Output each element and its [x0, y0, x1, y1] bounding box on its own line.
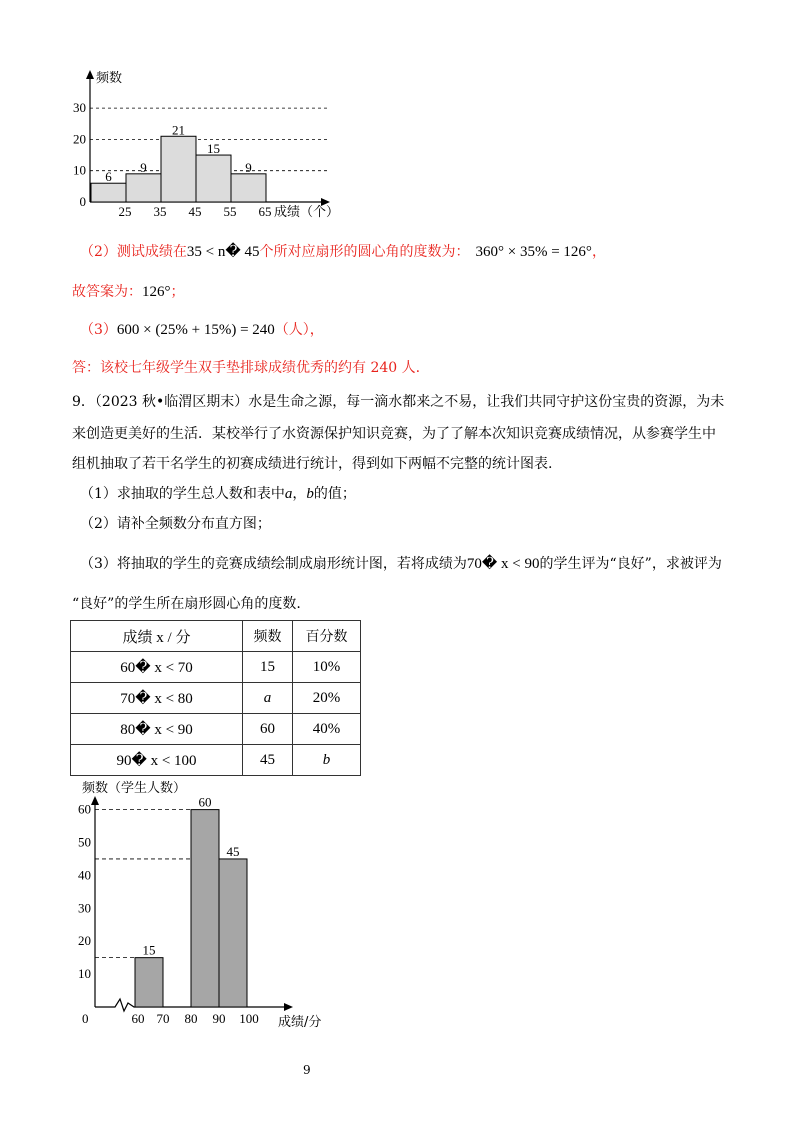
q3-condition: 70� x < 90 [466, 556, 540, 572]
y-axis-arrow [91, 796, 99, 805]
bar-value-label: 6 [105, 169, 112, 185]
part2-formula: 360° × 35% = 126° [475, 244, 592, 260]
q3-end: 的学生评为“良好”，求被评为 [539, 556, 722, 572]
frequency-table [70, 620, 361, 776]
x-tick-label: 65 [258, 204, 272, 219]
table-cell: a [243, 683, 293, 714]
bar [135, 958, 163, 1007]
student-score-histogram [60, 775, 380, 1040]
table-header: 成绩 x / 分 [71, 621, 243, 652]
table-cell: 70� x < 80 [71, 683, 243, 714]
y-axis-label: 频数 [96, 71, 123, 86]
x-tick-label: 45 [188, 204, 202, 219]
table-cell: 80� x < 90 [71, 714, 243, 745]
answer-prefix: 故答案为： [72, 284, 142, 300]
solution-part3 [80, 320, 324, 340]
part2-prefix: （2）测试成绩在 [80, 244, 187, 260]
bar [161, 136, 196, 202]
final-answer: 答：该校七年级学生双手垫排球成绩优秀的约有 240 人. [72, 360, 421, 376]
problem-line-2: 来创造更美好的生活．某校举行了水资源保护知识竞赛，为了了解本次知识竞赛成绩情况，从参赛学生中 [72, 426, 716, 442]
x-axis-label: 成绩/分 [278, 1015, 322, 1030]
problem-line-3: 组机抽取了若干名学生的初赛成绩进行统计，得到如下两幅不完整的统计图表. [72, 456, 553, 472]
bar-value-label: 9 [140, 159, 147, 175]
table-cell: 15 [243, 652, 293, 683]
bar-value-label: 15 [207, 141, 220, 157]
problem-line-1: 9．（2023 秋•临渭区期末）水是生命之源，每一滴水都来之不易，让我们共同守护这份宝贵的资源，为未 [72, 394, 725, 410]
bar [219, 859, 247, 1007]
question-3 [80, 554, 722, 574]
bar-value-label: 15 [142, 942, 156, 958]
q1-end: 的值； [313, 486, 356, 502]
score-histogram-chart [60, 60, 380, 230]
table-cell: 20% [293, 683, 361, 714]
q1-sep: ， [292, 486, 307, 502]
x-axis-label: 成绩（个） [274, 205, 340, 220]
y-tick-label: 10 [73, 162, 86, 178]
table-header-row [71, 621, 361, 652]
x-tick-label: 55 [223, 204, 237, 219]
question-3-line2: “良好”的学生所在扇形圆心角的度数. [72, 596, 301, 612]
solution-part2 [80, 242, 606, 262]
bar-value-label: 45 [226, 843, 240, 859]
bar-value-label: 60 [198, 794, 212, 810]
y-tick-label: 50 [78, 834, 91, 850]
x-tick-label: 80 [184, 1011, 198, 1026]
q1-var-a: a [284, 486, 293, 502]
x-tick-label: 35 [153, 204, 167, 219]
y-tick-label: 30 [73, 100, 86, 116]
part3-prefix: （3） [80, 322, 117, 338]
table-header: 百分数 [293, 621, 361, 652]
y-tick-label: 30 [78, 900, 91, 916]
bar [126, 174, 161, 202]
table-row [71, 745, 361, 776]
bar-value-label: 21 [172, 122, 185, 138]
table-cell: 60 [243, 714, 293, 745]
y-tick-label: 0 [79, 194, 86, 209]
table-cell: 45 [243, 745, 293, 776]
x-tick-label: 25 [118, 204, 132, 219]
y-tick-label: 20 [73, 131, 86, 147]
x-tick-label: 100 [239, 1011, 259, 1026]
table-row [71, 652, 361, 683]
table-row [71, 683, 361, 714]
y-axis-arrow [86, 70, 94, 79]
part3-formula: 600 × (25% + 15%) = 240 [116, 322, 275, 338]
bar [91, 183, 126, 202]
part3-unit: （人） [274, 322, 310, 338]
question-1 [80, 484, 356, 504]
y-tick-label: 10 [78, 966, 91, 982]
q1-var-b: b [306, 486, 314, 502]
y-tick-label: 60 [78, 801, 91, 817]
table-cell: 60� x < 70 [71, 652, 243, 683]
answer-line [72, 282, 185, 302]
part2-mid: 个所对应扇形的圆心角的度数为： [259, 244, 470, 260]
q1-prefix: （1）求抽取的学生总人数和表中 [80, 486, 285, 502]
table-cell: 10% [293, 652, 361, 683]
bar [191, 810, 219, 1007]
table-cell: 40% [293, 714, 361, 745]
answer-value: 126° [142, 284, 171, 300]
answer-end: ； [170, 284, 185, 300]
x-tick-label: 60 [131, 1011, 145, 1026]
table-row [71, 714, 361, 745]
table-cell: 90� x < 100 [71, 745, 243, 776]
y-tick-label: 40 [78, 867, 91, 883]
part2-condition: 35 < n� 45 [186, 244, 260, 260]
x-tick-label: 70 [156, 1011, 170, 1026]
bar [231, 174, 266, 202]
y-tick-label: 20 [78, 933, 91, 949]
x-axis-arrow [284, 1003, 293, 1011]
bar [196, 155, 231, 202]
x-tick-label: 90 [212, 1011, 226, 1026]
y-axis-label: 频数（学生人数） [82, 781, 187, 796]
origin-label: 0 [82, 1011, 89, 1026]
q3-prefix: （3）将抽取的学生的竞赛成绩绘制成扇形统计图，若将成绩为 [80, 556, 467, 572]
question-2: （2）请补全频数分布直方图； [80, 516, 271, 532]
part2-end: ， [591, 244, 606, 260]
page-number: 9 [303, 1063, 311, 1077]
table-header: 频数 [243, 621, 293, 652]
part3-end: ， [309, 322, 324, 338]
bar-value-label: 9 [245, 159, 252, 175]
table-cell: b [293, 745, 361, 776]
